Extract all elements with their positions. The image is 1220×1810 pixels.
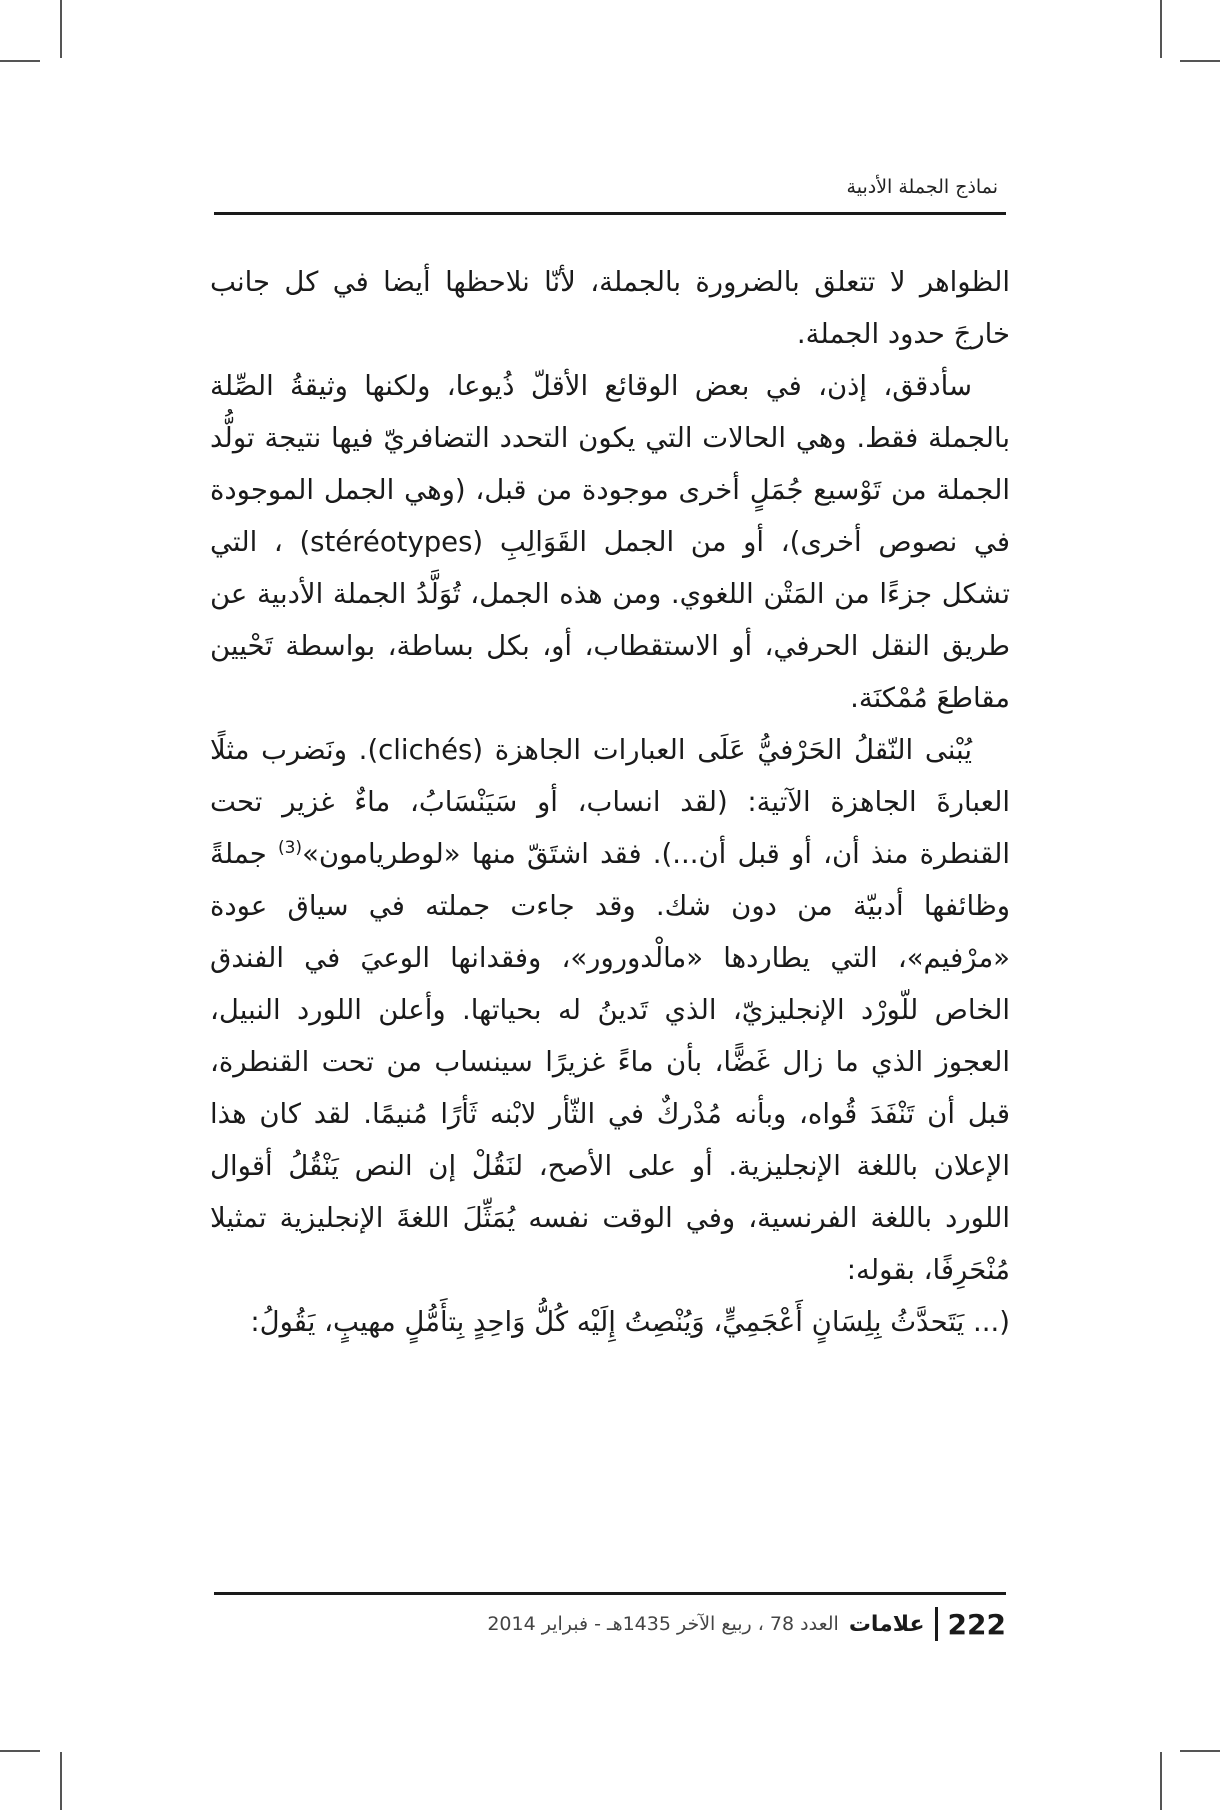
paragraph-3-end: جملةً وظائفها أدبيّة من دون شك. وقد جاءت جملته في سياق عودة «مرْفيم»، التي يطاردها «مالْدورور»، وفقدانها الوعيَ في الفندق الخاص للّورْد الإنجليزيّ، الذي تَدينُ له بحياتها. وأعلن اللورد النبيل، العجوز الذي ما زال غَضًّا، بأن ماءً غزيرًا سينساب من تحت القنطرة، قبل أن تَنْفَدَ قُواه، وبأنه مُدْركٌ في الثّأر لابْنه ثَأرًا مُنيمًا. لقد كان هذا الإعلان باللغة الإنجليزية. أو على الأصح، لنَقُلْ إن النص يَنْقُلُ أقوال اللورد باللغة الفرنسية، وفي الوقت نفسه يُمَثِّلَ اللغةَ الإنجليزية تمثيلا مُنْحَرِفًا، بقوله: (210, 838, 1010, 1286)
issue-info: العدد 78 ، ربيع الآخر 1435هـ - فبراير 2014 (487, 1613, 839, 1635)
header-divider (214, 212, 1006, 215)
journal-logo: علامات (848, 1611, 925, 1637)
article-body (210, 256, 1010, 1348)
crop-mark (0, 60, 40, 62)
footer-divider (214, 1592, 1006, 1595)
crop-mark (1180, 60, 1220, 62)
paragraph-3 (210, 724, 1010, 1296)
latin-term-stereotypes: (stéréotypes) (299, 526, 484, 558)
crop-mark (1180, 1750, 1220, 1752)
crop-mark (60, 1752, 62, 1810)
quote: (... يَتَحدَّثُ بِلِسَانٍ أَعْجَمِيٍّ، وَيُنْصِتُ إِلَيْه كُلُّ وَاحِدٍ بِتأَمُّلٍ مهيبٍ، يَقُولُ: (250, 1306, 1010, 1338)
footnote-ref: (3) (277, 837, 303, 858)
paragraph-2-tail: ، التي تشكل جزءًا من المَتْن اللغوي. ومن هذه الجمل، تُوَلَّدُ الجملة الأدبية عن طريق النقل الحرفي، أو الاستقطاب، أو، بكل بساطة، بواسطة تَحْيين مقاطعَ مُمْكنَة. (210, 526, 1010, 714)
latin-term-cliches: (clichés) (367, 734, 484, 766)
paragraph-3-mid: . ونَضرب مثلًا العبارةَ الجاهزة الآتية: (لقد انساب، أو سَيَنْسَابُ، ماءٌ غزير تحت القنطرة منذ أن، أو قبل أن...). فقد اشتَقّ منها «لوطريامون» (210, 734, 1011, 870)
paragraph-1: الظواهر لا تتعلق بالضرورة بالجملة، لأنّا نلاحظها أيضا في كل جانب خارجَ حدود الجملة. (210, 266, 1010, 350)
crop-mark (60, 0, 62, 58)
crop-mark (0, 1750, 40, 1752)
paragraph-3-start: يُبْنى النّقلُ الحَرْفيُّ عَلَى العبارات الجاهزة (494, 734, 972, 766)
page-footer (487, 1607, 1006, 1641)
page-number: 222 (947, 1607, 1006, 1641)
running-header: نماذج الجملة الأدبية (846, 176, 998, 198)
crop-mark (1160, 1752, 1162, 1810)
paragraph-2-text: سأدقق، إذن، في بعض الوقائع الأقلّ ذُيوعا، ولكنها وثيقةُ الصِّلة بالجملة فقط. وهي الحالات التي يكون التحدد التضافريّ فيها نتيجة تولُّد الجملة من تَوْسيع جُمَلٍ أخرى موجودة من قبل، (وهي الجمل الموجودة في نصوص أخرى)، أو من الجمل القَوَالِبِ (210, 370, 1011, 558)
crop-mark (1160, 0, 1162, 58)
paragraph-2 (210, 360, 1010, 724)
footer-separator (935, 1607, 938, 1641)
